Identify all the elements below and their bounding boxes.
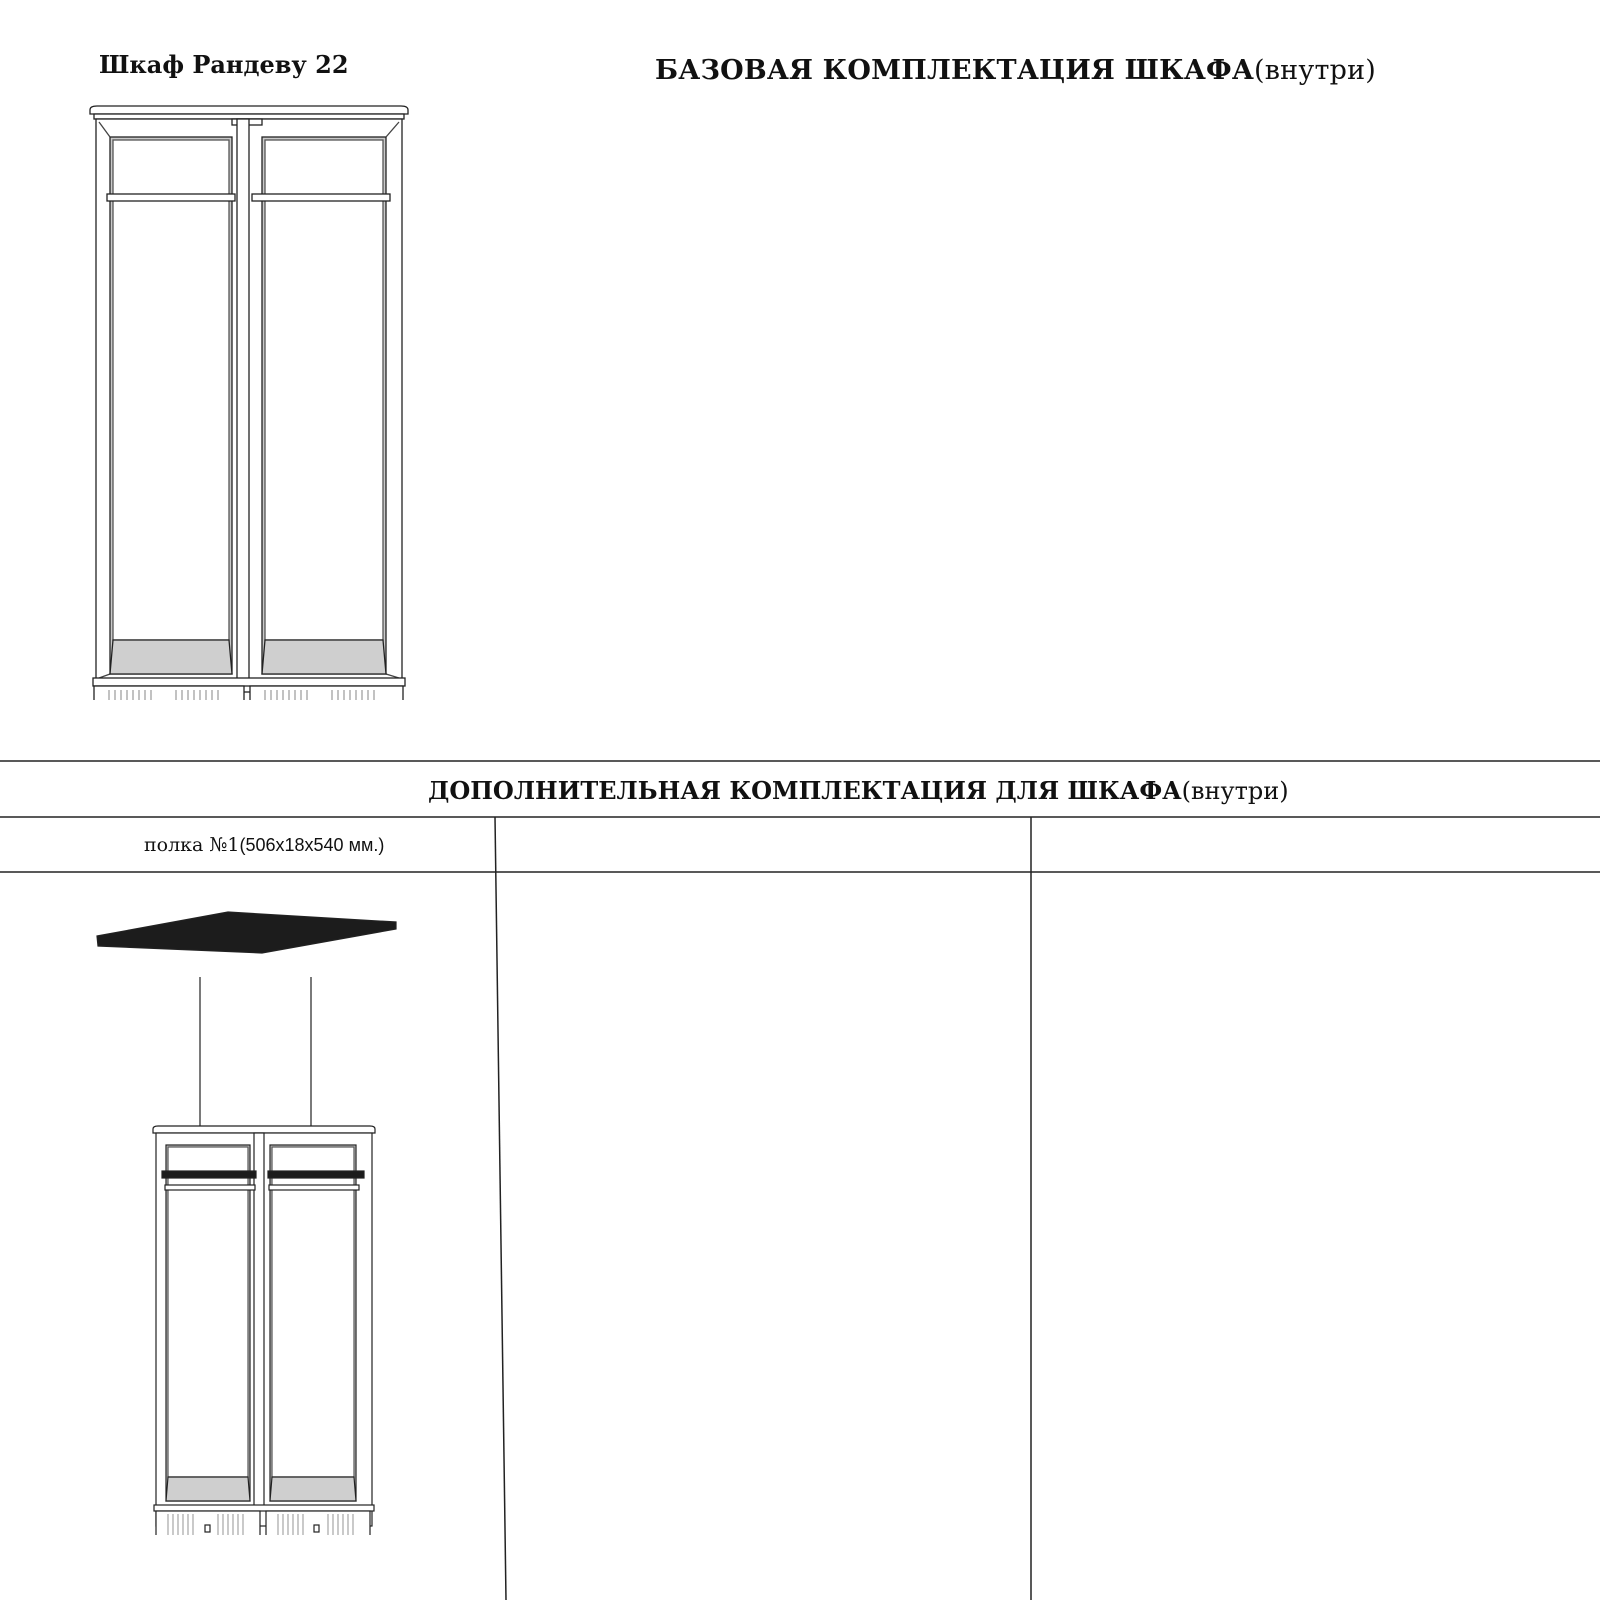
shelf-1-dims: (506х18х540 мм.)	[239, 835, 385, 855]
shelf-option-drawing	[90, 905, 410, 1535]
base-title-light: (внутри)	[1254, 55, 1377, 86]
wardrobe-cornice-band	[94, 114, 404, 119]
wardrobe-floor-left	[110, 640, 232, 674]
product-title: Шкаф Рандеву 22	[99, 50, 349, 79]
small-wardrobe-cornice	[153, 1126, 375, 1133]
base-title-bold: БАЗОВАЯ КОМПЛЕКТАЦИЯ ШКАФА	[655, 55, 1255, 86]
shelf-1-label: полка №1	[144, 834, 240, 856]
wardrobe-rod-left	[107, 194, 235, 201]
wardrobe-floor-right	[262, 640, 386, 674]
extra-title-bold: ДОПОЛНИТЕЛЬНАЯ КОМПЛЕКТАЦИЯ ДЛЯ ШКАФА	[428, 776, 1182, 805]
wardrobe-rod-right	[252, 194, 390, 201]
extra-title-light: (внутри)	[1181, 777, 1289, 805]
wardrobe-cornice	[90, 106, 408, 114]
installed-shelf-left	[162, 1171, 256, 1178]
wardrobe-plinth-band	[93, 678, 405, 686]
wardrobe-drawer-right	[250, 686, 403, 700]
shelf-board	[97, 912, 396, 953]
wardrobe-base-drawing	[85, 100, 415, 700]
table-column-divider-1	[495, 817, 506, 1600]
installed-shelf-right	[268, 1171, 364, 1178]
wardrobe-back-right	[265, 140, 383, 640]
wardrobe-drawer-left	[94, 686, 244, 700]
wardrobe-back-left	[113, 140, 229, 640]
